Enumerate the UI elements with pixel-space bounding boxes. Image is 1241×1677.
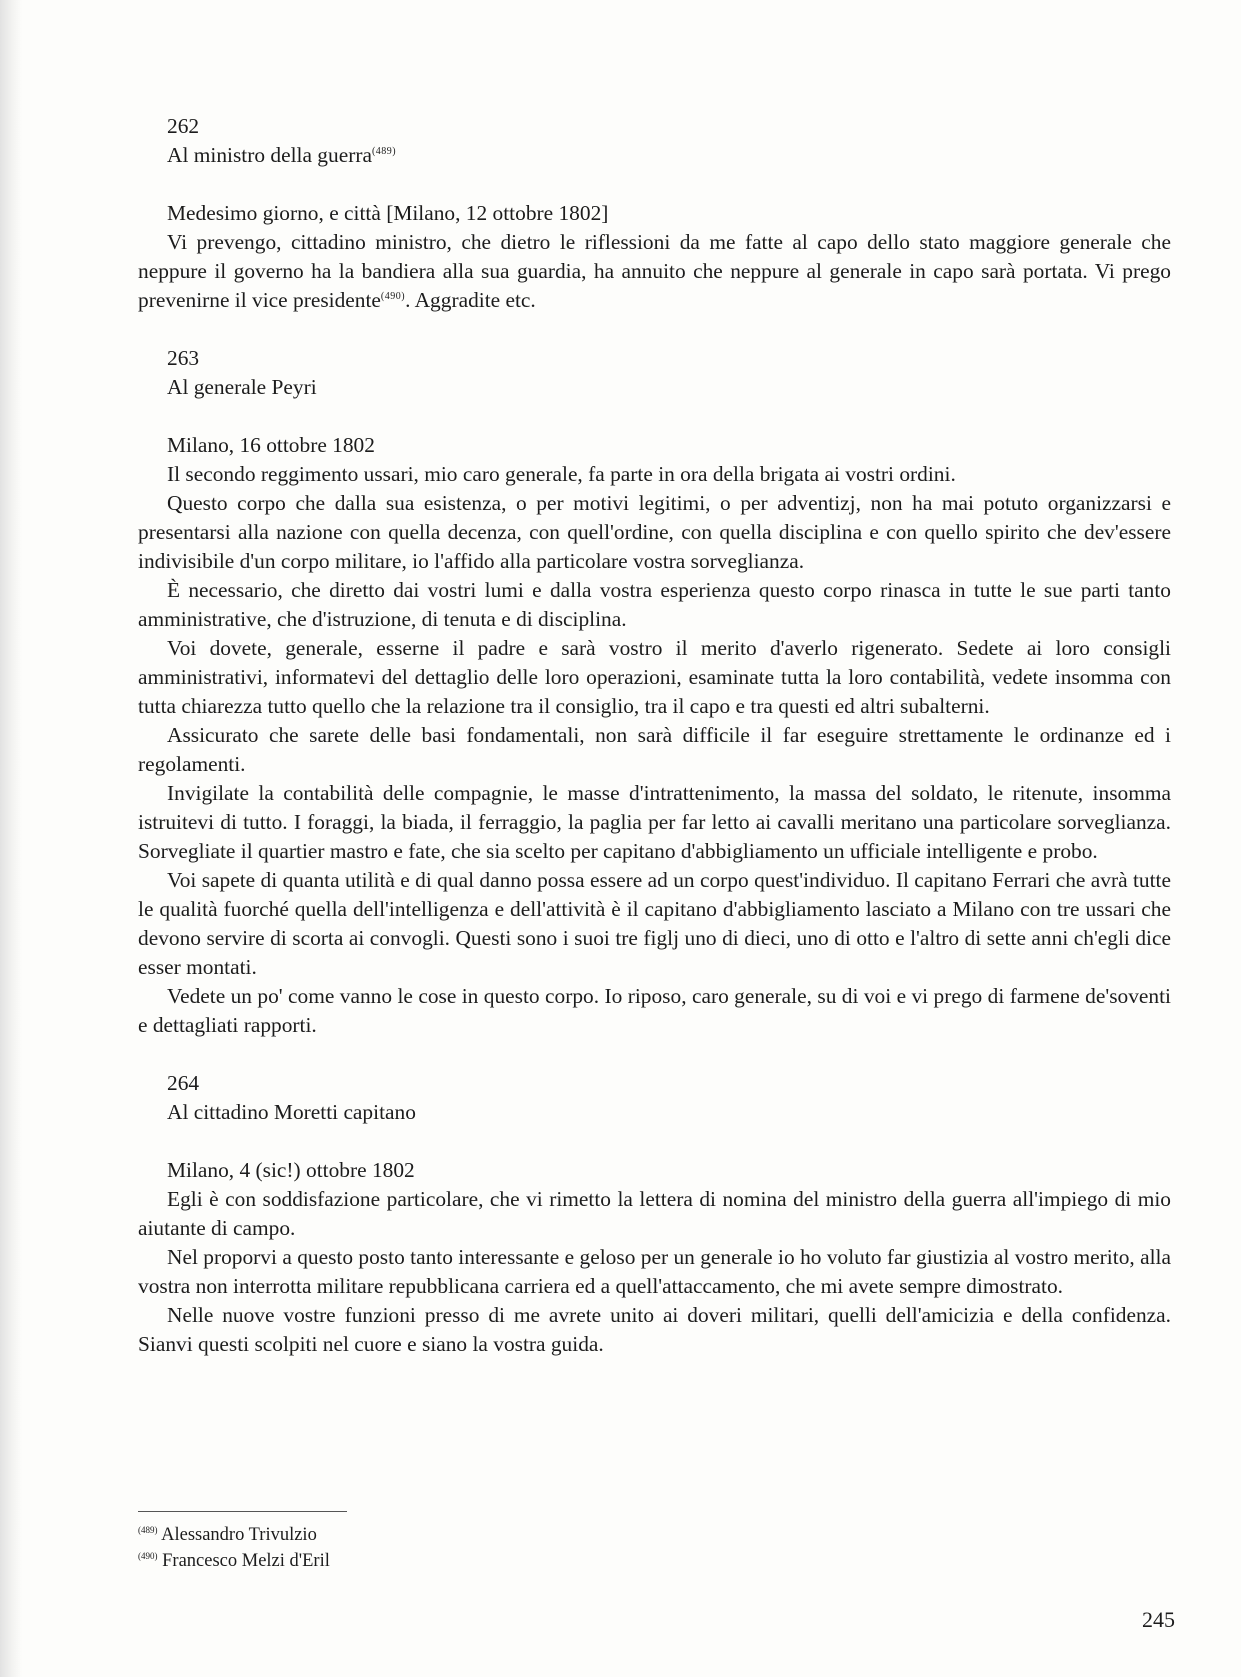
letter-addressee: Al ministro della guerra$^{(489)}$ [167,143,397,167]
letter-date: Milano, 16 ottobre 1802 [167,433,375,457]
footnote-item [138,1522,330,1548]
scan-edge-shadow [0,0,22,1677]
letter-addressee: Al cittadino Moretti capitano [167,1100,416,1124]
footnote-marker: (489) [371,145,397,157]
page-body [138,112,1171,1359]
letter-paragraph: Vi prevengo, cittadino ministro, che dietro le riflessioni da me fatte al capo dello stato maggiore generale che neppure il governo ha la bandiera alla sua guardia, ha annuito che neppure al generale in capo sarà portata. Vi prego prevenirne il vice presidente$^{(490)}$. Aggradite etc. [138,230,1171,312]
letter-paragraph: Invigilate la contabilità delle compagnie, le masse d'intrattenimento, la massa del soldato, le ritenute, insomma istruitevi di tutto. I foraggi, la biada, il ferraggio, la paglia per far letto ai cavalli meritano una particolare sorveglianza. Sorvegliate il quartier mastro e fate, che sia scelto per capitano d'abbigliamento un ufficiale intelligente e probo. [138,781,1171,863]
letter-paragraph: È necessario, che diretto dai vostri lumi e dalla vostra esperienza questo corpo rinasca in tutte le sue parti tanto amministrative, che d'istruzione, di tenuta e di disciplina. [138,578,1171,631]
footnote-item [138,1548,330,1574]
letter-262 [138,112,1171,315]
letter-date: Milano, 4 (sic!) ottobre 1802 [167,1158,415,1182]
letter-paragraph: Egli è con soddisfazione particolare, che vi rimetto la lettera di nomina del ministro della guerra all'impiego di mio aiutante di campo. [138,1187,1171,1240]
footnotes [138,1522,330,1574]
letter-paragraph: Questo corpo che dalla sua esistenza, o per motivi legitimi, o per adventizj, non ha mai potuto organizzarsi e presentarsi alla nazione con quella decenza, con quell'ordine, con quella disciplina e con quello spirito che dev'essere indivisibile d'un corpo militare, io l'affido alla particolare vostra sorveglianza. [138,491,1171,573]
letter-264 [138,1069,1171,1359]
letter-paragraph: Assicurato che sarete delle basi fondamentali, non sarà difficile il far eseguire strettamente le ordinanze ed i regolamenti. [138,723,1171,776]
footnote-marker: (490) [138,1550,158,1561]
letter-number: 262 [167,114,200,138]
letter-addressee: Al generale Peyri [167,375,317,399]
letter-paragraph: Nelle nuove vostre funzioni presso di me avrete unito ai doveri militari, quelli dell'amicizia e della confidenza. Sianvi questi scolpiti nel cuore e siano la vostra guida. [138,1303,1171,1356]
letter-date: Medesimo giorno, e città [Milano, 12 ottobre 1802] [167,201,609,225]
page-number: 245 [1142,1607,1175,1632]
letter-number: 264 [167,1071,200,1095]
footnote-text: Francesco Melzi d'Eril [162,1551,330,1571]
footnote-marker: (490) [380,290,406,302]
letter-paragraph: Voi sapete di quanta utilità e di qual danno possa essere ad un corpo quest'individuo. Il capitano Ferrari che avrà tutte le qualità fuorché quella dell'intelligenza e dell'attività è il capitano d'abbigliamento lasciato a Milano con tre ussari che devono servire di scorta ai convogli. Questi sono i suoi tre figlj uno di dieci, uno di otto e l'altro di sette anni ch'egli dice esser montati. [138,868,1171,979]
footnote-marker: (489) [138,1524,158,1535]
letter-paragraph: Voi dovete, generale, esserne il padre e sarà vostro il merito d'averlo rigenerato. Sedete ai loro consigli amministrativi, informatevi del dettaglio delle loro operazioni, esaminate tutta la loro contabilità, vedete insomma con tutta chiarezza tutto quello che la relazione tra il consiglio, tra il capo e tra questi ed altri subalterni. [138,636,1171,718]
footnote-text: Alessandro Trivulzio [161,1525,317,1545]
letter-number: 263 [167,346,200,370]
letter-paragraph: Nel proporvi a questo posto tanto interessante e geloso per un generale io ho voluto far giustizia al vostro merito, alla vostra non interrotta militare repubblicana carriera ed a quell'attaccamento, che mi avete sempre dimostrato. [138,1245,1171,1298]
footnote-divider [138,1511,347,1512]
letter-paragraph: Vedete un po' come vanno le cose in questo corpo. Io riposo, caro generale, su di voi e vi prego di farmene de'soventi e dettagliati rapporti. [138,984,1171,1037]
letter-263 [138,344,1171,1040]
letter-paragraph: Il secondo reggimento ussari, mio caro generale, fa parte in ora della brigata ai vostri ordini. [167,462,956,486]
